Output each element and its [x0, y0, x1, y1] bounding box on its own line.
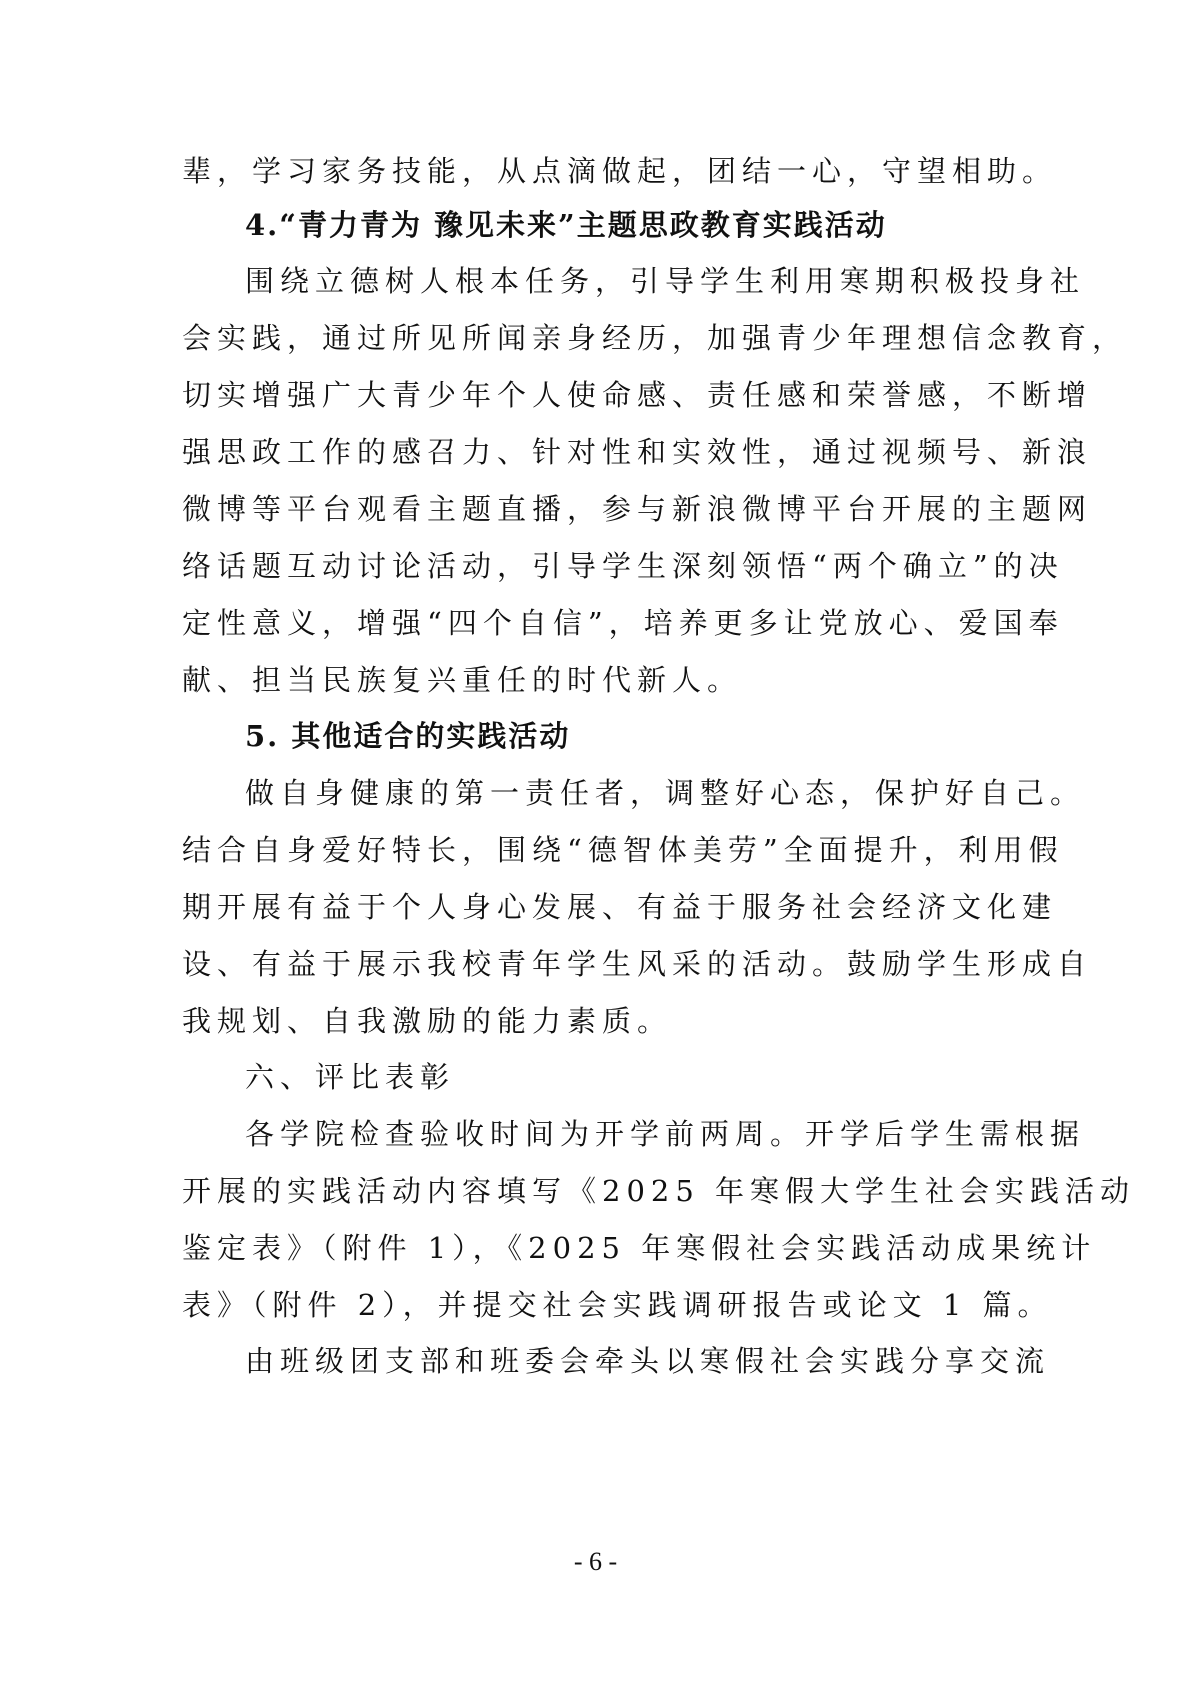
body-line: 鉴定表》（附件 1），《2025 年寒假社会实践活动成果统计	[182, 1231, 1097, 1265]
body-line: 会实践，通过所见所闻亲身经历，加强青少年理想信念教育，	[182, 321, 1128, 355]
body-line: 期开展有益于个人身心发展、有益于服务社会经济文化建	[182, 890, 1058, 924]
body-line: 络话题互动讨论活动，引导学生深刻领悟“两个确立”的决	[182, 549, 1064, 583]
page-number: - 6 -	[573, 1547, 618, 1576]
body-line: 定性意义，增强“四个自信”，培养更多让党放心、爱国奉	[182, 606, 1064, 640]
body-line: 做自身健康的第一责任者，调整好心态，保护好自己。	[245, 776, 1086, 810]
body-line: 开展的实践活动内容填写《2025 年寒假大学生社会实践活动	[182, 1174, 1136, 1208]
section-heading-4: 4.“青力青为 豫见未来”主题思政教育实践活动	[245, 208, 887, 242]
body-line: 强思政工作的感召力、针对性和实效性，通过视频号、新浪	[182, 435, 1093, 469]
body-line: 切实增强广大青少年个人使命感、责任感和荣誉感，不断增	[182, 378, 1093, 412]
body-line: 表》（附件 2），并提交社会实践调研报告或论文 1 篇。	[182, 1288, 1053, 1322]
body-line: 各学院检查验收时间为开学前两周。开学后学生需根据	[245, 1117, 1086, 1151]
body-line: 由班级团支部和班委会牵头以寒假社会实践分享交流	[245, 1344, 1051, 1378]
section-heading-6: 六、评比表彰	[245, 1060, 456, 1094]
body-line: 献、担当民族复兴重任的时代新人。	[182, 663, 743, 697]
body-line: 辈，学习家务技能，从点滴做起，团结一心，守望相助。	[182, 154, 1058, 188]
body-line: 我规划、自我激励的能力素质。	[182, 1004, 673, 1038]
body-line: 围绕立德树人根本任务，引导学生利用寒期积极投身社	[245, 264, 1086, 298]
body-line: 结合自身爱好特长，围绕“德智体美劳”全面提升，利用假	[182, 833, 1064, 867]
body-line: 微博等平台观看主题直播，参与新浪微博平台开展的主题网	[182, 492, 1093, 526]
body-line: 设、有益于展示我校青年学生风采的活动。鼓励学生形成自	[182, 947, 1093, 981]
section-heading-5: 5. 其他适合的实践活动	[245, 719, 571, 753]
